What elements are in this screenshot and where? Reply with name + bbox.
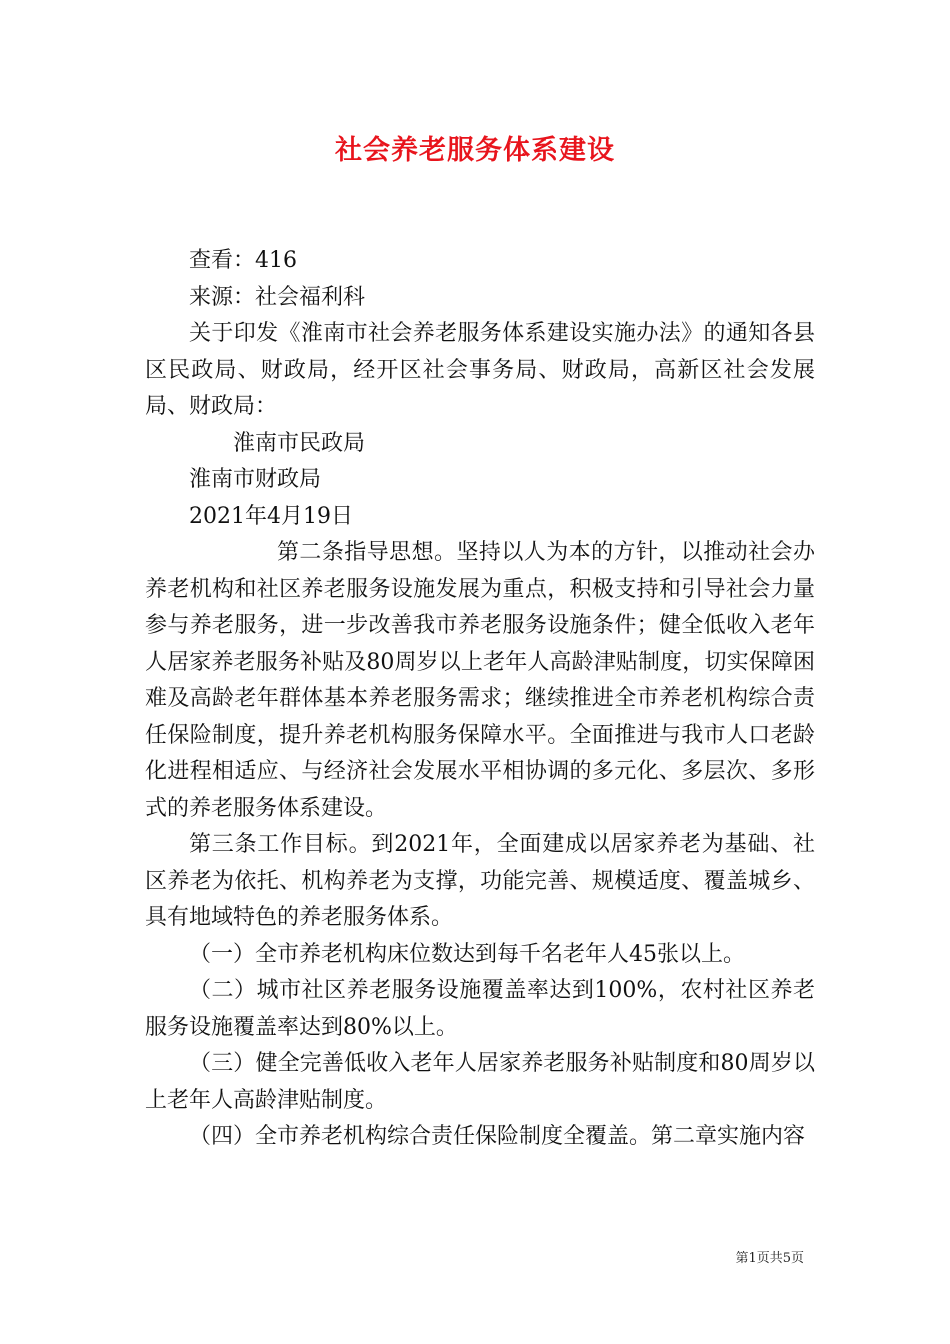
paragraph-goal-1: （一）全市养老机构床位数达到每千名老年人45张以上。 [189,941,745,967]
paragraph-goal-4: （四）全市养老机构综合责任保险制度全覆盖。第二章实施内容 [189,1124,806,1149]
paragraph-article-3: 第三条工作目标。到2021年，全面建成以居家养老为基础、社区养老为依托、机构养老为支撑，功能完善、规模适度、覆盖城乡、具有地域特色的养老服务体系。 [145,832,815,930]
paragraph-date: 2021年4月19日 [189,503,353,529]
paragraph-signer-finance: 淮南市财政局 [189,467,322,492]
paragraph-goal-3: （三）健全完善低收入老年人居家养老服务补贴制度和80周岁以上老年人高龄津贴制度。 [145,1051,815,1113]
document-body [145,243,815,1156]
source-line: 来源：社会福利科 [189,284,366,310]
page-indicator: 第1页共5页 [735,1251,804,1266]
paragraph-article-2: 第二条指导思想。坚持以人为本的方针，以推动社会办养老机构和社区养老服务设施发展为重点，积极支持和引导社会力量参与养老服务，进一步改善我市养老服务设施条件；健全低收入老年人居家养老服务补贴及80周岁以上老年人高龄津贴制度，切实保障困难及高龄老年群体基本养老服务需求；继续推进全市养老机构综合责任保险制度，提升养老机构服务保障水平。全面推进与我市人口老龄化进程相适应、与经济社会发展水平相协调的多元化、多层次、多形式的养老服务体系建设。 [145,540,815,821]
document-title: 社会养老服务体系建设 [335,135,615,166]
paragraph-signer-civil-affairs: 淮南市民政局 [233,430,366,456]
paragraph-goal-2: （二）城市社区养老服务设施覆盖率达到100%，农村社区养老服务设施覆盖率达到80%以上。 [145,978,815,1040]
paragraph-notice: 关于印发《淮南市社会养老服务体系建设实施办法》的通知各县区民政局、财政局，经开区社会事务局、财政局，高新区社会发展局、财政局： [145,321,815,419]
view-count: 查看：416 [189,248,297,273]
